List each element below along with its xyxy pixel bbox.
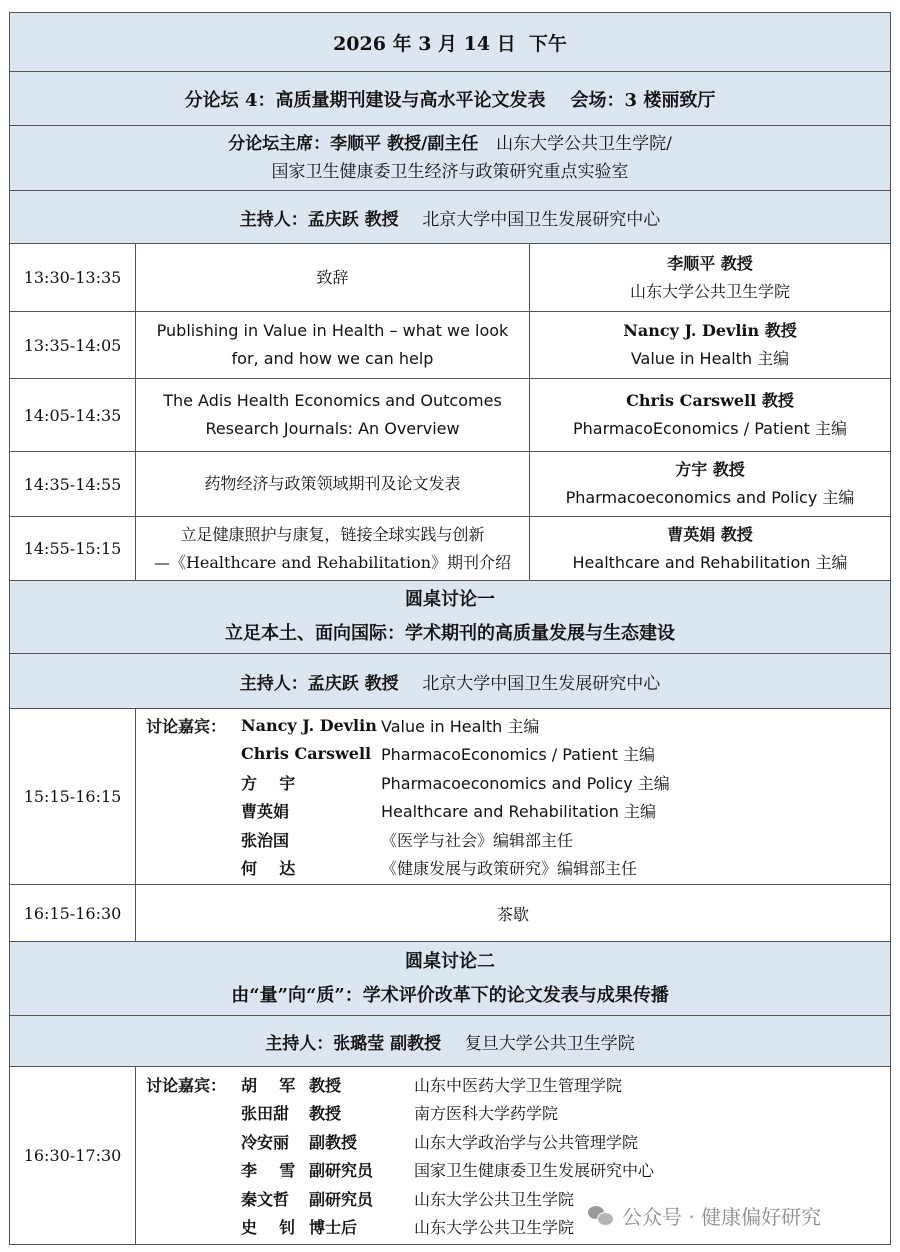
host-label: 主持人：孟庆跃 教授: [239, 673, 399, 694]
host-affiliation: 北京大学中国卫生发展研究中心: [422, 673, 661, 694]
wechat-icon: [588, 1204, 614, 1226]
session-time: 14:05-14:35: [10, 379, 136, 452]
speaker-name: Nancy J. Devlin 教授: [623, 321, 797, 340]
guest-affiliation: 南方医科大学药学院: [414, 1104, 559, 1124]
session-time: 14:55-15:15: [10, 517, 136, 581]
break-label: 茶歇: [136, 885, 891, 942]
session-topic: [136, 379, 530, 452]
watermark: [588, 1200, 821, 1230]
guest-name: 曹英娟: [241, 802, 290, 822]
roundtable2-host-row: [10, 1016, 891, 1067]
guest-row: [146, 825, 890, 854]
roundtable2-title-line1: 圆桌讨论二: [405, 950, 495, 972]
guest-affiliation: 山东中医药大学卫生管理学院: [414, 1075, 623, 1095]
guest-affiliation: 山东大学公共卫生学院: [414, 1189, 575, 1209]
session-speaker: [530, 452, 891, 517]
guest-name: 李 雪: [241, 1161, 296, 1181]
agenda-table: [9, 12, 891, 1245]
guest-role: Value in Health 主编: [381, 716, 540, 736]
guest-role: Healthcare and Rehabilitation 主编: [381, 802, 656, 822]
guest-title: 副研究员: [309, 1161, 374, 1181]
guest-affiliation: 山东大学公共卫生学院: [414, 1218, 575, 1238]
break-row: [10, 885, 891, 942]
roundtable2-title-row: [10, 942, 891, 1016]
speaker-name: 曹英娟 教授: [667, 524, 753, 544]
topic-line: 药物经济与政策领域期刊及论文发表: [204, 474, 461, 493]
guest-name: 何 达: [241, 859, 296, 879]
guest-row: [146, 768, 890, 797]
session-speaker: [530, 244, 891, 312]
chair-affiliation-1: 山东大学公共卫生学院/: [496, 134, 672, 154]
roundtable2-time: 16:30-17:30: [10, 1067, 136, 1245]
forum-chair: [10, 126, 891, 191]
speaker-name: Chris Carswell 教授: [626, 391, 794, 410]
topic-line: The Adis Health Economics and Outcomes: [163, 391, 502, 410]
roundtable1-guest-list: [136, 709, 891, 885]
guest-role: 《医学与社会》编辑部主任: [381, 830, 574, 850]
guest-role: Pharmacoeconomics and Policy 主编: [381, 773, 670, 793]
break-time: 16:15-16:30: [10, 885, 136, 942]
guest-name: 胡 军: [241, 1075, 296, 1095]
roundtable1-host: [10, 654, 891, 709]
watermark-text: 公众号 · 健康偏好研究: [622, 1204, 822, 1229]
session-time: 13:35-14:05: [10, 312, 136, 379]
roundtable1-title-line1: 圆桌讨论一: [405, 589, 495, 610]
guest-title: 副研究员: [309, 1189, 374, 1209]
guest-row: [146, 1099, 890, 1128]
forum-title: [10, 72, 891, 126]
session-topic: [136, 452, 530, 517]
topic-line: —《Healthcare and Rehabilitation》期刊介绍: [153, 552, 512, 572]
session-topic: [136, 517, 530, 581]
host-label: 主持人：孟庆跃 教授: [239, 209, 399, 230]
speaker-role: Pharmacoeconomics and Policy 主编: [565, 488, 855, 507]
guest-title: 教授: [309, 1075, 342, 1095]
session-speaker: [530, 517, 891, 581]
guest-affiliation: 山东大学政治学与公共管理学院: [414, 1132, 639, 1152]
date-heading: [10, 13, 891, 72]
session-row: [10, 452, 891, 517]
speaker-name: 方宇 教授: [675, 460, 745, 479]
speaker-name: 李顺平 教授: [667, 253, 753, 273]
guest-row: [146, 1070, 890, 1099]
guest-name: Chris Carswell: [241, 744, 372, 764]
forum-title-text: 分论坛 4：高质量期刊建设与高水平论文发表 会场：3 楼丽致厅: [184, 89, 716, 111]
guest-row: [146, 797, 890, 826]
session-time: 14:35-14:55: [10, 452, 136, 517]
guest-row: [146, 740, 890, 769]
guest-label: 讨论嘉宾：: [146, 1075, 227, 1095]
topic-line: Publishing in Value in Health – what we look: [156, 321, 509, 340]
guest-title: 副教授: [309, 1132, 358, 1152]
guest-row: [146, 854, 890, 883]
session-speaker: [530, 312, 891, 379]
roundtable2-title: [10, 942, 891, 1016]
guest-row: [146, 1127, 890, 1156]
topic-line: 致辞: [316, 267, 349, 287]
roundtable1-title-row: [10, 581, 891, 654]
guest-name: 张治国: [241, 830, 290, 850]
guest-row: [146, 711, 890, 740]
session-time: 13:30-13:35: [10, 244, 136, 312]
guest-name: 张田甜: [241, 1104, 290, 1124]
guest-name: 冷安丽: [241, 1132, 290, 1152]
roundtable1-host-row: [10, 654, 891, 709]
forum-chair-row: [10, 126, 891, 191]
session-row: [10, 517, 891, 581]
roundtable1-guests-row: [10, 709, 891, 885]
host-label: 主持人：张璐莹 副教授: [265, 1033, 442, 1054]
session-row: [10, 244, 891, 312]
guest-name: 史 钊: [241, 1218, 296, 1238]
roundtable1-time: 15:15-16:15: [10, 709, 136, 885]
guest-name: 方 宇: [241, 773, 296, 793]
chair-label: 分论坛主席：李顺平 教授/副主任: [228, 134, 479, 154]
forum-title-row: [10, 72, 891, 126]
roundtable2-host: [10, 1016, 891, 1067]
speaker-role: Healthcare and Rehabilitation 主编: [572, 552, 848, 572]
guest-title: 教授: [309, 1104, 342, 1124]
guest-affiliation: 国家卫生健康委卫生发展研究中心: [414, 1161, 655, 1181]
session-row: [10, 379, 891, 452]
guest-title: 博士后: [309, 1218, 358, 1238]
session-speaker: [530, 379, 891, 452]
forum-host: [10, 191, 891, 244]
roundtable2-title-line2: 由“量”向“质”：学术评价改革下的论文发表与成果传播: [231, 984, 669, 1006]
chair-affiliation-2: 国家卫生健康委卫生经济与政策研究重点实验室: [271, 162, 629, 182]
speaker-role: 山东大学公共卫生学院: [630, 281, 791, 301]
host-affiliation: 北京大学中国卫生发展研究中心: [422, 209, 661, 230]
guest-row: [146, 1156, 890, 1185]
guest-role: PharmacoEconomics / Patient 主编: [381, 745, 656, 765]
guest-role: 《健康发展与政策研究》编辑部主任: [381, 859, 638, 879]
topic-line: 立足健康照护与康复，链接全球实践与创新: [180, 524, 485, 544]
session-row: [10, 312, 891, 379]
date-text: 2026 年 3 月 14 日 下午: [333, 32, 567, 55]
date-row: [10, 13, 891, 72]
forum-host-row: [10, 191, 891, 244]
guest-name: 秦文哲: [241, 1189, 290, 1209]
host-affiliation: 复旦大学公共卫生学院: [464, 1033, 635, 1054]
roundtable1-title: [10, 581, 891, 654]
speaker-role: Value in Health 主编: [630, 349, 790, 368]
guest-label: 讨论嘉宾：: [146, 716, 227, 736]
guest-name: Nancy J. Devlin: [241, 715, 377, 735]
topic-line: Research Journals: An Overview: [205, 419, 460, 438]
session-topic: [136, 244, 530, 312]
speaker-role: PharmacoEconomics / Patient 主编: [572, 419, 848, 438]
topic-line: for, and how we can help: [231, 349, 434, 368]
session-topic: [136, 312, 530, 379]
roundtable1-title-line2: 立足本土、面向国际：学术期刊的高质量发展与生态建设: [225, 623, 675, 644]
